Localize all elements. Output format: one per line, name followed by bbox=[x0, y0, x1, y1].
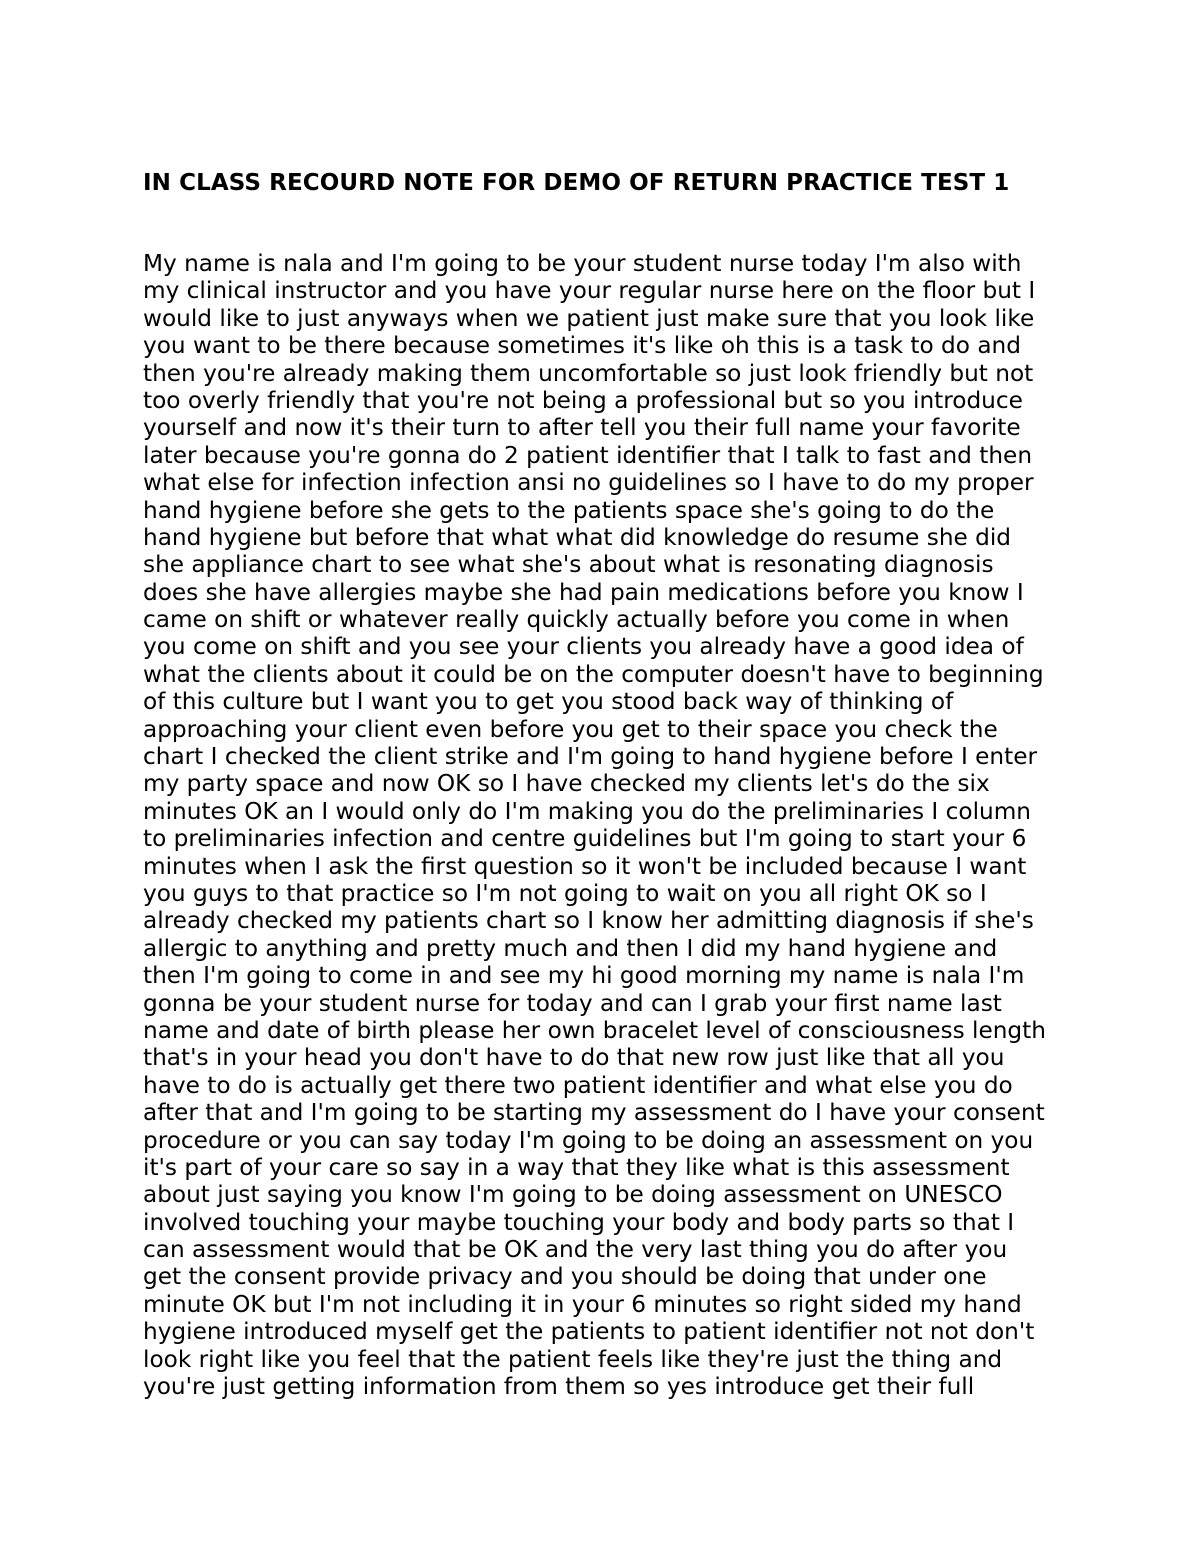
body-text-line: too overly friendly that you're not being a professional but so you introduce bbox=[143, 386, 1023, 414]
body-text-line: it's part of your care so say in a way that they like what is this assessment bbox=[143, 1153, 1010, 1181]
body-text-line: get the consent provide privacy and you should be doing that under one bbox=[143, 1263, 987, 1291]
body-text-line: My name is nala and I'm going to be your student nurse today I'm also with bbox=[143, 250, 1022, 277]
body-text-line: gonna be your student nurse for today and can I grab your first name last bbox=[143, 989, 1002, 1017]
body-text-line: what else for infection infection ansi no guidelines so I have to do my proper bbox=[143, 469, 1034, 497]
body-text-line: my party space and now OK so I have checked my clients let's do the six bbox=[143, 770, 990, 798]
body-text-line: chart I checked the client strike and I'm going to hand hygiene before I enter bbox=[143, 743, 1038, 771]
body-text-line: what the clients about it could be on the computer doesn't have to beginning bbox=[143, 660, 1044, 688]
body-text-line: minute OK but I'm not including it in your 6 minutes so right sided my hand bbox=[143, 1290, 1022, 1318]
body-text-line: have to do is actually get there two patient identifier and what else you do bbox=[143, 1071, 1013, 1099]
body-text-line: allergic to anything and pretty much and then I did my hand hygiene and bbox=[143, 934, 998, 962]
body-text-line: does she have allergies maybe she had pain medications before you know I bbox=[143, 578, 1024, 606]
body-text-line: minutes OK an I would only do I'm making you do the preliminaries I column bbox=[143, 797, 1031, 825]
body-text-line: can assessment would that be OK and the very last thing you do after you bbox=[143, 1236, 1008, 1264]
body-text-line: minutes when I ask the first question so it won't be included because I want bbox=[143, 852, 1027, 880]
body-text-line: that's in your head you don't have to do that new row just like that all you bbox=[143, 1044, 1005, 1072]
body-text-line: involved touching your maybe touching your body and body parts so that I bbox=[143, 1208, 1015, 1236]
body-text-line: then you're already making them uncomfortable so just look friendly but not bbox=[143, 359, 1034, 387]
body-text-line: already checked my patients chart so I know her admitting diagnosis if she's bbox=[143, 907, 1034, 935]
body-text-line: you're just getting information from them so yes introduce get their full bbox=[143, 1373, 975, 1401]
document-title: IN CLASS RECOURD NOTE FOR DEMO OF RETURN PRACTICE TEST 1 bbox=[143, 170, 1010, 196]
body-text-line: yourself and now it's their turn to after tell you their full name your favorite bbox=[143, 414, 1021, 442]
body-text-line: about just saying you know I'm going to be doing assessment on UNESCO bbox=[143, 1181, 1003, 1209]
body-text-line: hand hygiene before she gets to the patients space she's going to do the bbox=[143, 496, 995, 524]
body-text-line: you come on shift and you see your clients you already have a good idea of bbox=[143, 633, 1024, 661]
body-text-line: look right like you feel that the patient feels like they're just the thing and bbox=[143, 1345, 1003, 1373]
body-text-line: after that and I'm going to be starting my assessment do I have your consent bbox=[143, 1099, 1045, 1127]
body-text-line: procedure or you can say today I'm going to be doing an assessment on you bbox=[143, 1126, 1034, 1154]
body-text-line: hand hygiene but before that what what did knowledge do resume she did bbox=[143, 523, 1012, 551]
body-text-line: you guys to that practice so I'm not going to wait on you all right OK so I bbox=[143, 879, 987, 907]
body-text-line: approaching your client even before you get to their space you check the bbox=[143, 715, 998, 743]
body-text-line: my clinical instructor and you have your regular nurse here on the floor but I bbox=[143, 277, 1036, 305]
body-text-line: later because you're gonna do 2 patient identifier that I talk to fast and then bbox=[143, 441, 1033, 469]
body-text-line: would like to just anyways when we patient just make sure that you look like bbox=[143, 304, 1035, 332]
document-body bbox=[143, 250, 1143, 1400]
body-text-line: came on shift or whatever really quickly actually before you come in when bbox=[143, 606, 1010, 634]
body-text-line: hygiene introduced myself get the patients to patient identifier not not don't bbox=[143, 1318, 1035, 1346]
body-text-line: she appliance chart to see what she's about what is resonating diagnosis bbox=[143, 551, 994, 579]
body-text-line: you want to be there because sometimes it's like oh this is a task to do and bbox=[143, 332, 1021, 360]
body-text-line: of this culture but I want you to get you stood back way of thinking of bbox=[143, 688, 954, 716]
body-text-line: then I'm going to come in and see my hi good morning my name is nala I'm bbox=[143, 962, 1025, 990]
body-text-line: to preliminaries infection and centre guidelines but I'm going to start your 6 bbox=[143, 825, 1027, 853]
body-text-line: name and date of birth please her own bracelet level of consciousness length bbox=[143, 1016, 1046, 1044]
